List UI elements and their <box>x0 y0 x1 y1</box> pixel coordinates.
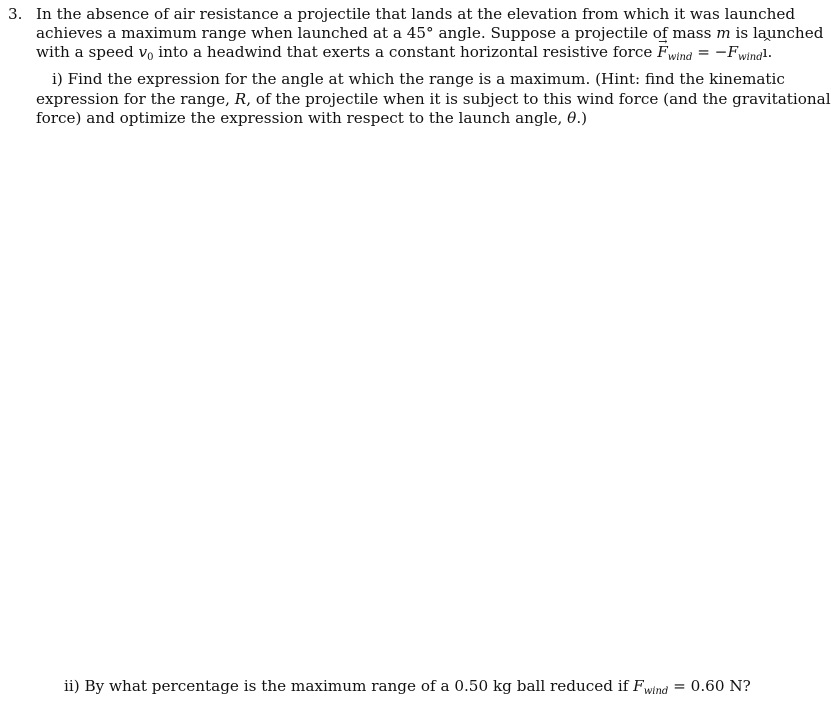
part-i-question <box>36 70 831 129</box>
speed-symbol: v <box>138 43 148 61</box>
problem-line-1: 3. In the absence of air resistance a projectile that lands at the elevation from which it was launched <box>8 5 796 23</box>
problem-number: 3. <box>8 5 23 23</box>
problem-statement <box>8 5 824 63</box>
part-i-line-2: expression for the range, R, of the projectile when it is subject to this wind force (and the gravitational <box>36 89 831 108</box>
wind-force-symbol: F <box>633 677 644 695</box>
mass-symbol: m <box>716 24 731 42</box>
part-i-line-1: i) Find the expression for the angle at which the range is a maximum. (Hint: find the kinematic <box>52 70 785 88</box>
part-i-line-3: force) and optimize the expression with respect to the launch angle, θ.) <box>36 109 588 127</box>
angle-symbol: θ <box>567 109 577 127</box>
force-magnitude-symbol: F <box>727 43 739 61</box>
problem-line-2: achieves a maximum range when launched at a 45° angle. Suppose a projectile of mass m is launched <box>36 24 824 42</box>
range-symbol: R <box>234 89 247 108</box>
unit-vector-i-hat: ^ ı <box>763 43 768 62</box>
force-vector-symbol: → F <box>657 43 668 62</box>
problem-line-3: with a speed $v_0$ into a headwind that exerts a constant horizontal resistive force → $F_{wind}$ = $-F_{wind}\^{}$ ı. <box>8 43 788 62</box>
part-ii-question: ii) By what percentage is the maximum range of a 0.50 kg ball reduced if $F_{wind} = 0.60$ N? <box>64 677 751 697</box>
